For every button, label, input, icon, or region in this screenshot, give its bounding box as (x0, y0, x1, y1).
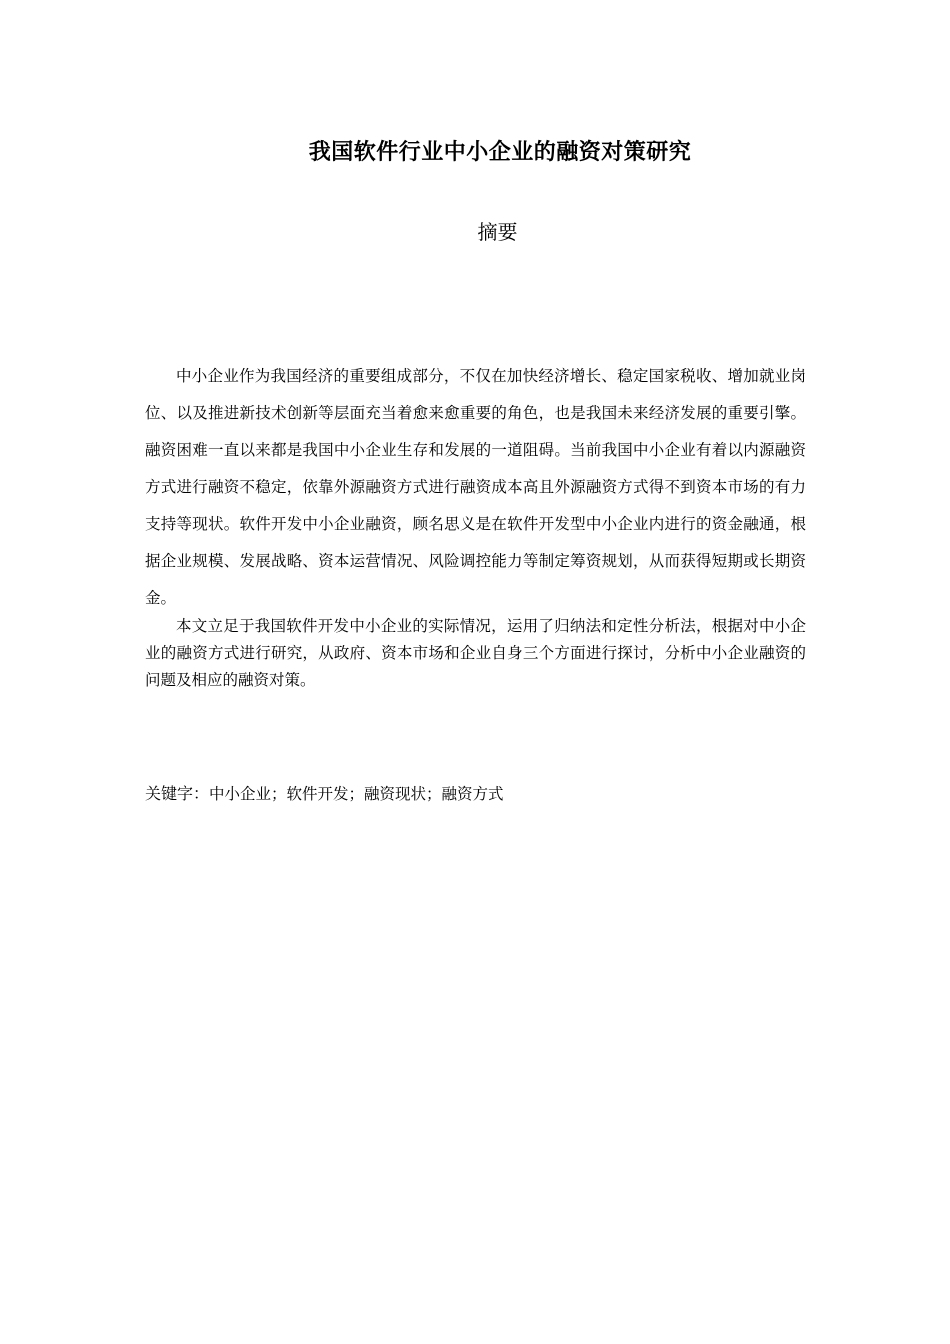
keywords-values: 中小企业；软件开发；融资现状；融资方式 (209, 785, 504, 803)
abstract-paragraph-1: 中小企业作为我国经济的重要组成部分，不仅在加快经济增长、稳定国家税收、增加就业岗位、以及推进新技术创新等层面充当着愈来愈重要的角色，也是我国未来经济发展的重要引擎。融资困难一直以来都是我国中小企业生存和发展的一道阻碍。当前我国中小企业有着以内源融资方式进行融资不稳定，依靠外源融资方式进行融资成本高且外源融资方式得不到资本市场的有力支持等现状。软件开发中小企业融资，顾名思义是在软件开发型中小企业内进行的资金融通，根据企业规模、发展战略、资本运营情况、风险调控能力等制定筹资规划，从而获得短期或长期资金。 (145, 367, 806, 607)
abstract-heading: 摘要 (477, 220, 518, 244)
keywords-label: 关键字： (145, 784, 210, 803)
abstract-paragraph-2: 本文立足于我国软件开发中小企业的实际情况，运用了归纳法和定性分析法，根据对中小企业的融资方式进行研究，从政府、资本市场和企业自身三个方面进行探讨，分析中小企业融资的问题及相应的融资对策。 (145, 617, 806, 689)
document-title: 我国软件行业中小企业的融资对策研究 (308, 140, 692, 165)
keywords-line (145, 781, 806, 808)
